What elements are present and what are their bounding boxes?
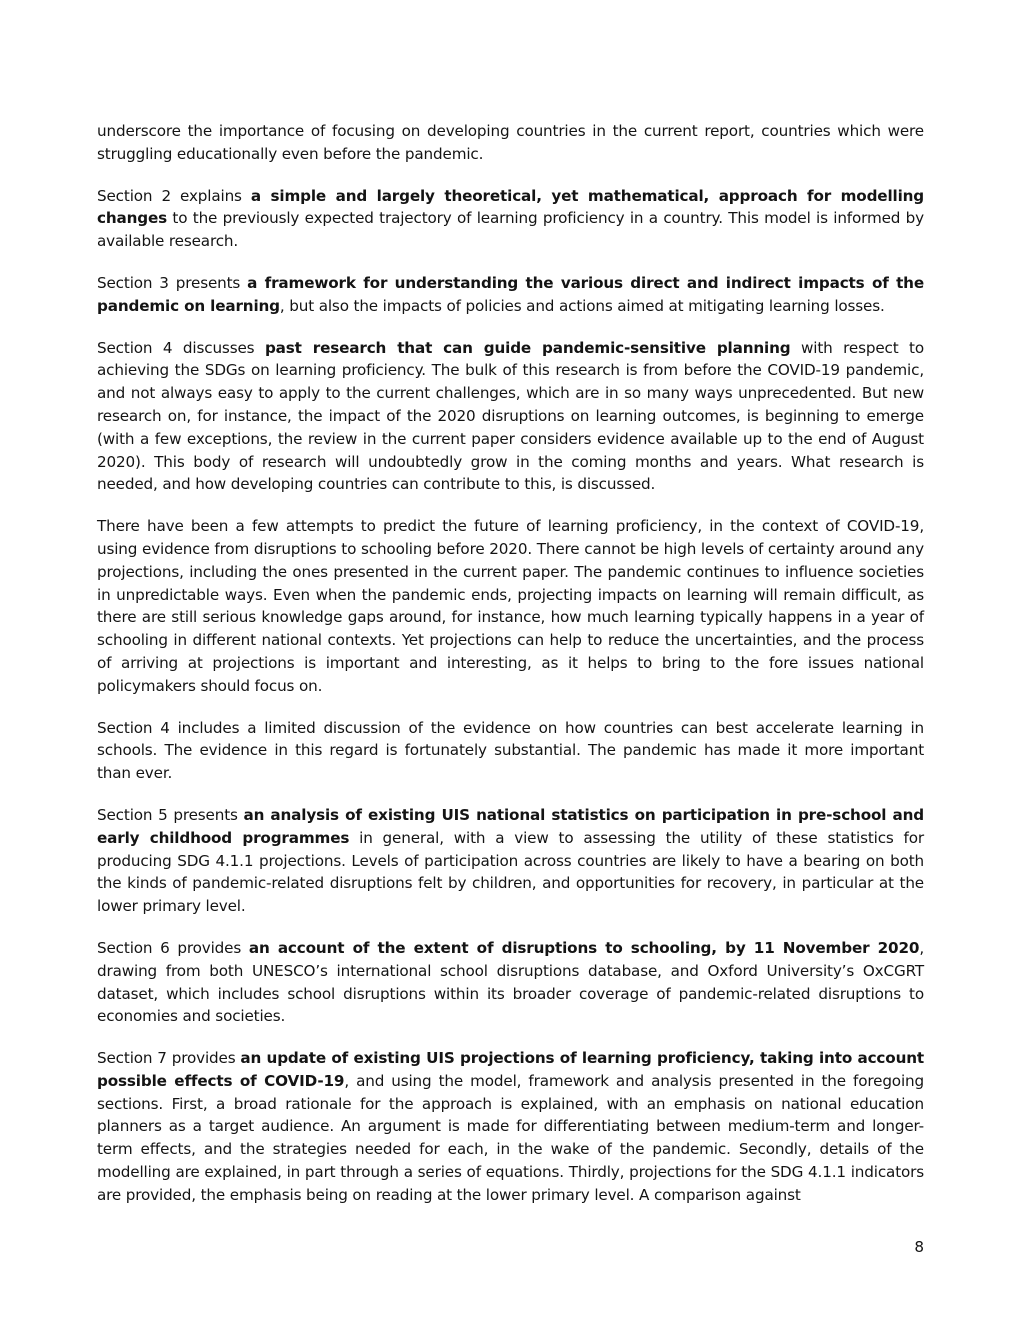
paragraph [97, 937, 924, 1028]
text-run: Section 5 presents [97, 805, 244, 824]
paragraph [97, 717, 924, 785]
paragraph [97, 185, 924, 253]
bold-text-run: an update of existing UIS projections of learning proficiency, taking into account possible effects of COVID-19 [97, 1049, 924, 1090]
text-run: Section 4 discusses [97, 338, 265, 357]
page-number: 8 [914, 1238, 924, 1256]
text-run: Section 7 provides [97, 1049, 241, 1068]
body-text [97, 120, 924, 1226]
text-run: There have been a few attempts to predict the future of learning proficiency, in the context of COVID-19, using evidence from disruptions to schooling before 2020. There cannot be high levels of certainty around any projections, including the ones presented in the current paper. The pandemic continues to influence societies in unpredictable ways. Even when the pandemic ends, projecting impacts on learning will remain difficult, as there are still serious knowledge gaps around, for instance, how much learning typically happens in a year of schooling in different national contexts. Yet projections can help to reduce the uncertainties, and the process of arriving at projections is important and interesting, as it helps to bring to the fore issues national policymakers should focus on. [97, 517, 924, 695]
text-run: Section 2 explains [97, 186, 251, 205]
text-run: Section 3 presents [97, 273, 248, 292]
bold-text-run: past research that can guide pandemic-sensitive planning [264, 338, 791, 357]
text-run: Section 4 includes a limited discussion of the evidence on how countries can best accelerate learning in schools. The evidence in this regard is fortunately substantial. The pandemic has made it more important than ever. [97, 718, 924, 783]
paragraph [97, 337, 924, 497]
bold-text-run: a simple and largely theoretical, yet mathematical, approach for modelling changes [97, 186, 925, 228]
paragraph [97, 272, 924, 318]
paragraph [97, 1047, 924, 1207]
paragraph [97, 804, 924, 918]
paragraph [97, 515, 924, 697]
text-run: Section 6 provides [97, 938, 249, 957]
text-run: , and using the model, framework and analysis presented in the foregoing sections. First, a broad rationale for the approach is explained, with an emphasis on national education planners as a target audience. An argument is made for differentiating between medium-term and longer-term effects, and the strategies needed for each, in the wake of the pandemic. Secondly, details of the modelling are explained, in part through a series of equations. Thirdly, projections for the SDG 4.1.1 indicators are provided, the emphasis being on reading at the lower primary level. A comparison against [97, 1071, 924, 1204]
text-run: in general, with a view to assessing the utility of these statistics for producing SDG 4.1.1 projections. Levels of participation across countries are likely to have a bearing on both the kinds of pandemic-related disruptions felt by children, and opportunities for recovery, in particular at the lower primary level. [97, 828, 924, 916]
text-run: , but also the impacts of policies and actions aimed at mitigating learning losses. [279, 296, 885, 315]
text-run: , drawing from both UNESCO’s international school disruptions database, and Oxford University’s OxCGRT dataset, which includes school disruptions within its broader coverage of pandemic-related disruptions to economies and societies. [97, 938, 925, 1026]
text-run: underscore the importance of focusing on developing countries in the current report, countries which were struggling educationally even before the pandemic. [97, 122, 924, 163]
bold-text-run: an analysis of existing UIS national statistics on participation in pre-school and early childhood programmes [97, 805, 924, 847]
bold-text-run: an account of the extent of disruptions to schooling, by 11 November 2020 [248, 938, 920, 957]
paragraph [97, 120, 924, 166]
text-run: with respect to achieving the SDGs on learning proficiency. The bulk of this research is from before the COVID-19 pandemic, and not always easy to apply to the current challenges, which are in so many ways unprecedented. But new research on, for instance, the impact of the 2020 disruptions on learning outcomes, is beginning to emerge (with a few exceptions, the review in the current paper considers evidence available up to the end of August 2020). This body of research will undoubtedly grow in the coming months and years. What research is needed, and how developing countries can contribute to this, is discussed. [97, 338, 924, 494]
bold-text-run: a framework for understanding the various direct and indirect impacts of the pandemic on learning [97, 273, 924, 315]
text-run: to the previously expected trajectory of learning proficiency in a country. This model is informed by available research. [97, 209, 924, 251]
